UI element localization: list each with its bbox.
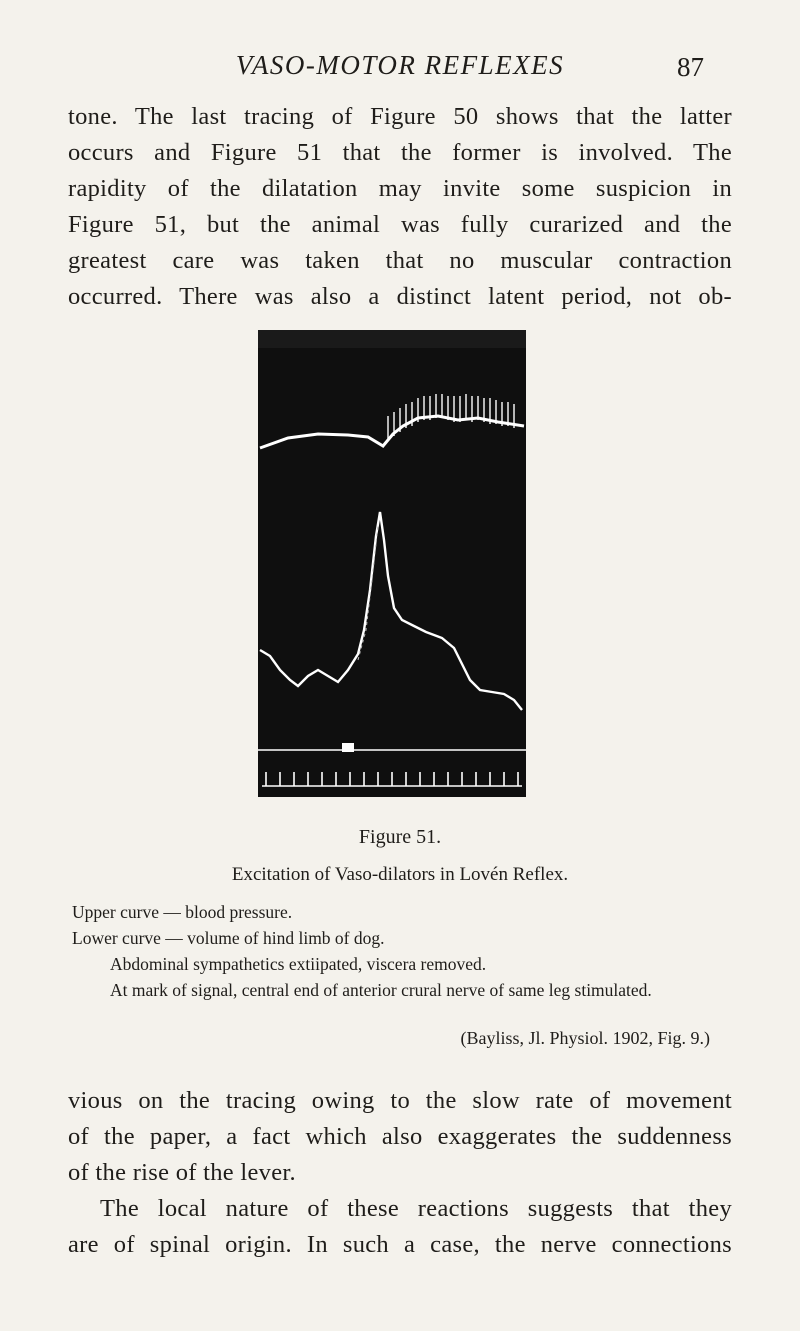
body-line: of the rise of the lever. xyxy=(68,1159,296,1186)
body-line: The local nature of these reactions suggests that they xyxy=(100,1195,732,1222)
legend-line: Abdominal sympathetics extiipated, viscera removed. xyxy=(110,954,487,974)
legend-line: At mark of signal, central end of anterior crural nerve of same leg stimulated. xyxy=(110,980,652,1000)
signal-mark xyxy=(342,743,354,752)
legend-line: Upper curve — blood pressure. xyxy=(72,902,293,922)
body-line: tone. The last tracing of Figure 50 shows that the latter xyxy=(68,103,732,130)
body-line: Figure 51, but the animal was fully curarized and the xyxy=(68,211,732,238)
running-title: VASO-MOTOR REFLEXES xyxy=(235,50,565,80)
body-line: greatest care was taken that no muscular contraction xyxy=(68,247,732,274)
body-line: rapidity of the dilatation may invite some suspicion in xyxy=(68,175,732,202)
figure-label: Figure 51. xyxy=(358,826,442,848)
page-number: 87 xyxy=(677,52,704,82)
body-line: occurs and Figure 51 that the former is involved. The xyxy=(68,139,732,166)
body-line: occurred. There was also a distinct latent period, not ob- xyxy=(68,283,732,310)
body-line: vious on the tracing owing to the slow rate of movement xyxy=(68,1087,732,1114)
body-line: are of spinal origin. In such a case, the nerve connections xyxy=(68,1231,732,1258)
page-header xyxy=(0,50,800,90)
figure-title: Excitation of Vaso-dilators in Lovén Reflex. xyxy=(231,864,569,885)
figure-source: (Bayliss, Jl. Physiol. 1902, Fig. 9.) xyxy=(460,1028,710,1048)
legend-line: Lower curve — volume of hind limb of dog. xyxy=(72,928,385,948)
kymograph-tracing xyxy=(258,330,526,812)
kymograph-tracing-figure xyxy=(258,330,526,812)
body-line: of the paper, a fact which also exaggerates the suddenness xyxy=(68,1123,732,1150)
